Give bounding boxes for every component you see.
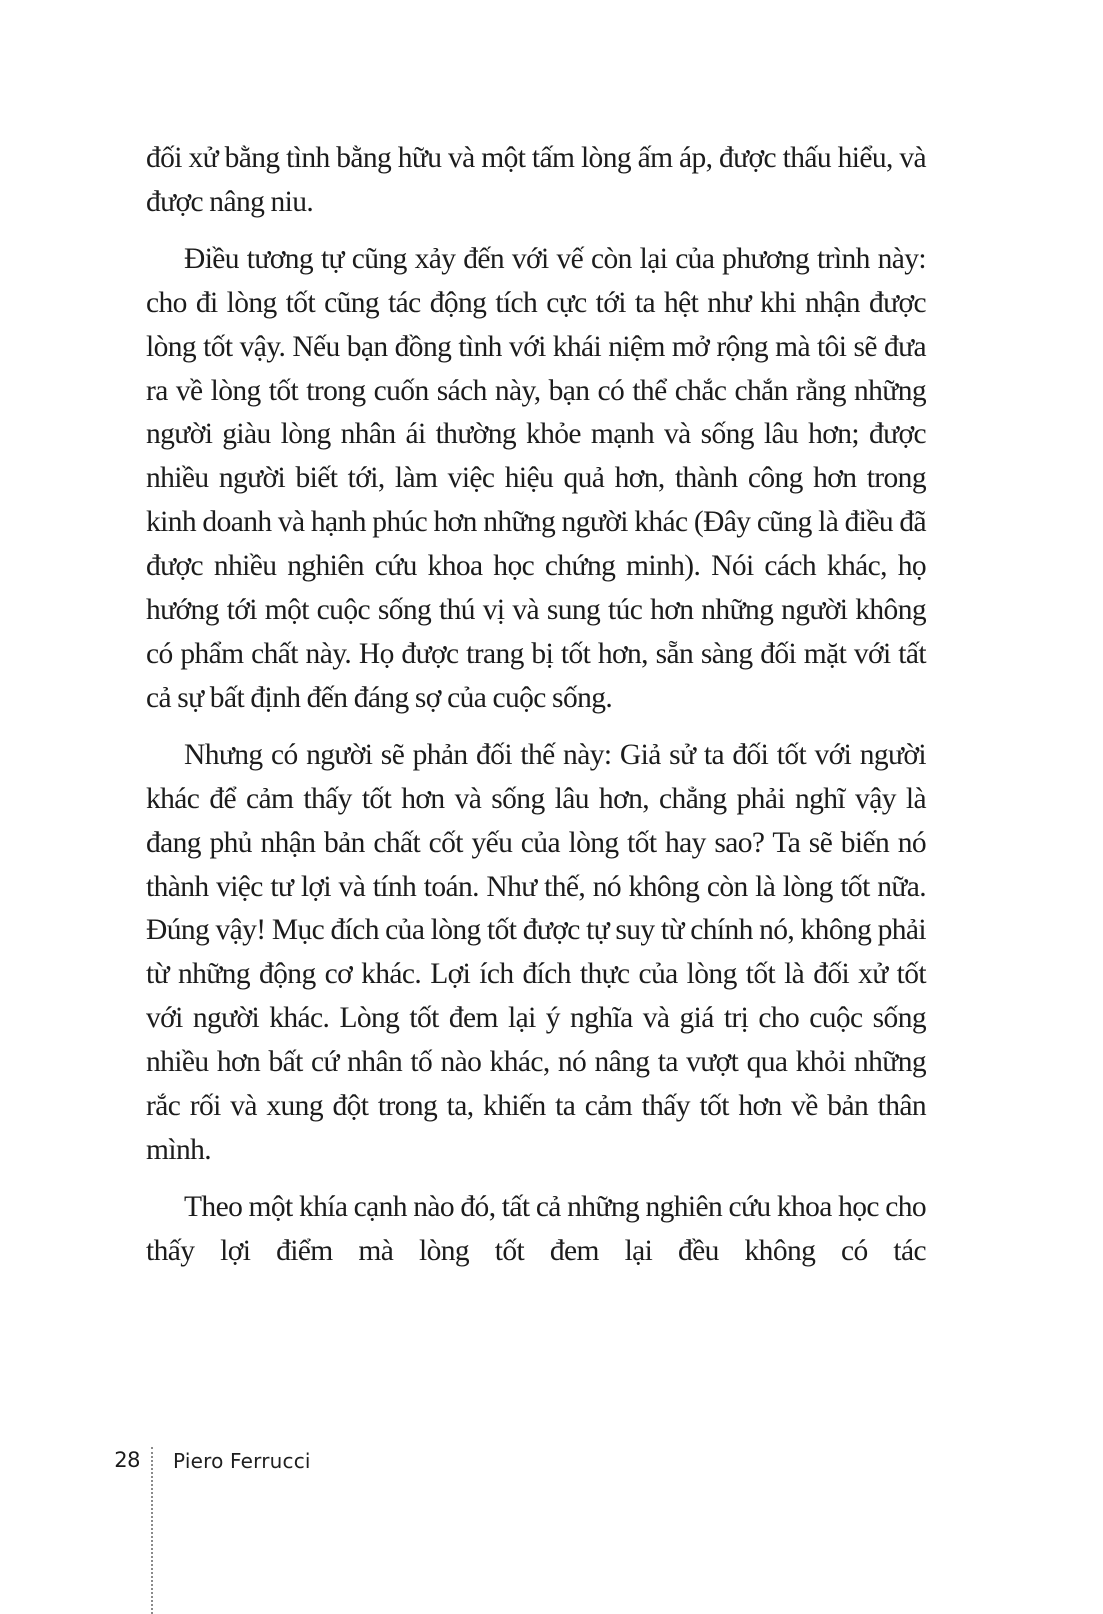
paragraph-continued: đối xử bằng tình bằng hữu và một tấm lòng ấm áp, được thấu hiểu, và được nâng niu.	[146, 142, 926, 218]
running-footer-author: Piero Ferrucci	[173, 1449, 311, 1473]
body-text	[146, 137, 926, 1287]
page-number: 28	[114, 1448, 140, 1472]
footer-dotted-divider	[151, 1447, 153, 1614]
paragraph: Nhưng có người sẽ phản đối thế này: Giả sử ta đối tốt với người khác để cảm thấy tốt hơn và sống lâu hơn, chẳng phải nghĩ vậy là đang phủ nhận bản chất cốt yếu của lòng tốt hay sao? Ta sẽ biến nó thành việc tư lợi và tính toán. Như thế, nó không còn là lòng tốt nữa. Đúng vậy! Mục đích của lòng tốt được tự suy từ chính nó, không phải từ những động cơ khác. Lợi ích đích thực của lòng tốt là đối xử tốt với người khác. Lòng tốt đem lại ý nghĩa và giá trị cho cuộc sống nhiều hơn bất cứ nhân tố nào khác, nó nâng ta vượt qua khỏi những rắc rối và xung đột trong ta, khiến ta cảm thấy tốt hơn về bản thân mình.	[146, 738, 926, 1166]
paragraph-continues: Theo một khía cạnh nào đó, tất cả những nghiên cứu khoa học cho thấy lợi điểm mà lòng tốt đem lại đều không có tác	[146, 1190, 926, 1267]
paragraph: Điều tương tự cũng xảy đến với vế còn lại của phương trình này: cho đi lòng tốt cũng tác động tích cực tới ta hệt như khi nhận được lòng tốt vậy. Nếu bạn đồng tình với khái niệm mở rộng mà tôi sẽ đưa ra về lòng tốt trong cuốn sách này, bạn có thể chắc chắn rằng những người giàu lòng nhân ái thường khỏe mạnh và sống lâu hơn; được nhiều người biết tới, làm việc hiệu quả hơn, thành công hơn trong kinh doanh và hạnh phúc hơn những người khác (Đây cũng là điều đã được nhiều nghiên cứu khoa học chứng minh). Nói cách khác, họ hướng tới một cuộc sống thú vị và sung túc hơn những người không có phẩm chất này. Họ được trang bị tốt hơn, sẵn sàng đối mặt với tất cả sự bất định đến đáng sợ của cuộc sống.	[146, 242, 926, 714]
